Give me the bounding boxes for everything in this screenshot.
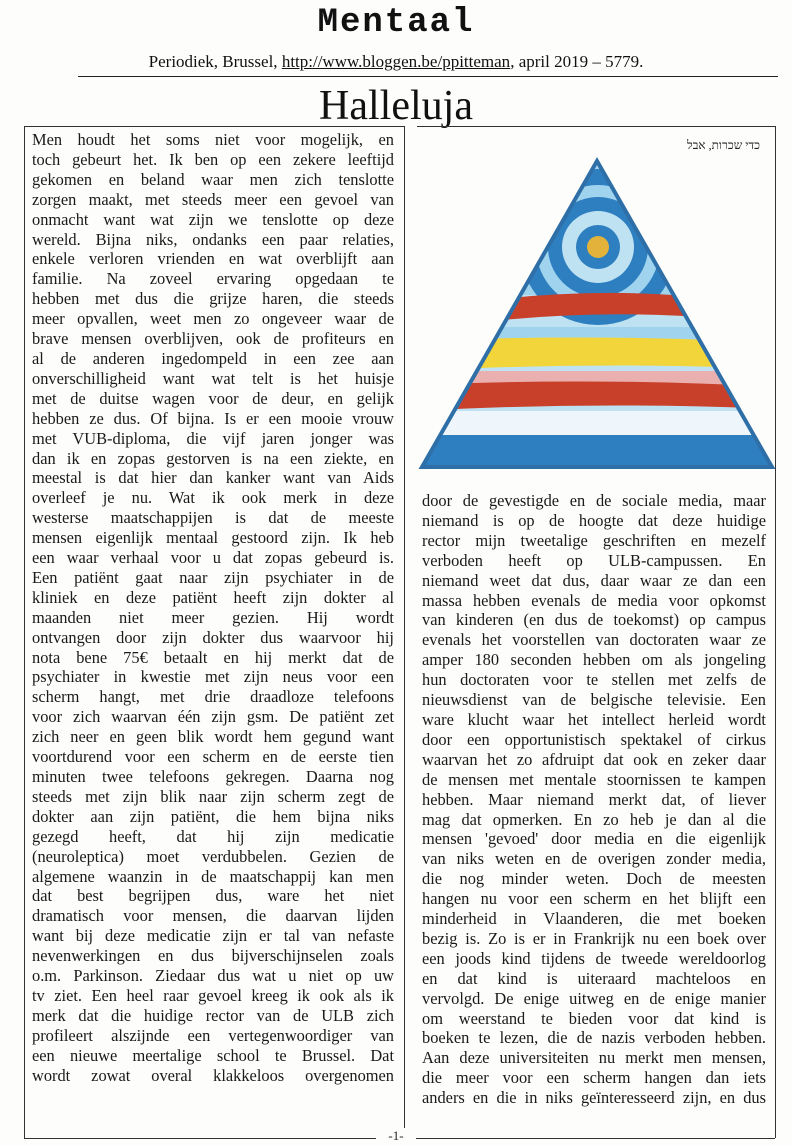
text-line: niemand is op de hoogte dat deze huidige [422,510,766,530]
text-line: hebben met dus die grijze haren, die steeds [32,289,394,309]
text-line: van kinderen (en dus de toekomst) op campus [422,610,766,630]
text-line: gekomen en beland waar men zich tenslotte [32,169,394,189]
text-line: familie. Na zoveel ervaring opgedaan te [32,269,394,289]
text-line: niemand weet dat dus, daar waar ze dan een [422,570,766,590]
text-line: steeds met zijn blik naar zijn scherm zegt de [32,786,394,806]
text-line: dramatisch voor mensen, die daarvan lijden [32,906,394,926]
text-line: boeken te lezen, die de nazis verboden hebben. [422,1028,766,1048]
text-line: ontvangen door zijn dokter dus waarvoor hij [32,627,394,647]
column-divider [404,126,405,1138]
text-line: onverschilligheid want wat telt is het huisje [32,368,394,388]
text-line: een joods kind tijdens de tweede wereldoorlog [422,948,766,968]
text-line: merk dat die huidige rector van de ULB zich [32,1005,394,1025]
painting-sun-center [587,236,609,258]
text-line: nieuwsdienst van de belgische televisie. Een [422,690,766,710]
text-line: die meer voor een scherm hangen dan iets [422,1068,766,1088]
text-line: minuten twee telefoons gekregen. Daarna nog [32,767,394,786]
text-line: onmacht want wat zijn we tenslotte op deze [32,209,394,229]
text-line: (neuroleptica) moet verdubbelen. Gezien de [32,846,394,866]
text-line: die nog minder weten. Doch de meesten [422,869,766,889]
page-number: -1- [376,1128,416,1144]
text-line: de mensen met mentale stoornissen te kampen [422,769,766,789]
text-line: Men houdt het soms niet voor mogelijk, en [32,130,394,149]
triangle-painting [416,155,778,473]
text-line: door een opportunistisch spektakel of cirkus [422,729,766,749]
subtitle-suffix: , april 2019 – 5779. [510,52,644,71]
text-line: door de gevestigde en de sociale media, maar [422,491,766,510]
text-line: een nieuwe meertalige school te Brussel. Dat [32,1045,394,1065]
text-line: ware klucht waar het intellect herleid wordt [422,709,766,729]
text-line: algemene waanzin in de maatschappij kan men [32,866,394,886]
text-line: maanden niet meer gezien. Hij wordt [32,607,394,627]
text-line: psychiater in kwestie met zijn neus voor een [32,667,394,687]
text-line: zorgen maakt, met steeds meer een gevoel van [32,189,394,209]
masthead-subtitle [0,52,792,72]
text-line: toch gebeurt het. Ik ben op een zekere leeftijd [32,149,394,169]
text-line: voor zich waarvan één zijn gsm. De patiënt zet [32,707,394,727]
text-line: mensen 'gevoed' door media en die eigenlijk [422,829,766,849]
text-line: evenals het voorstellen van doctoraten waar ze [422,630,766,650]
text-line: westerse maatschappijen is dat de meeste [32,508,394,528]
text-line: want bij deze medicatie zijn er tal van nefaste [32,926,394,946]
text-line: profileert alszijnde een vertegenwoordiger van [32,1025,394,1045]
text-line: scherm hangt, met drie draadloze telefoons [32,687,394,707]
left-column-text [32,130,394,1086]
text-line: zich neer en geen blik wordt hem gegund want [32,727,394,747]
text-line: van niks weten en de overigen zonder media, [422,849,766,869]
text-line: rector mijn tweetalige geschriften en mezelf [422,530,766,550]
subtitle-prefix: Periodiek, Brussel, [148,52,282,71]
text-line: hebben. Maar niemand merkt dat, of liever [422,789,766,809]
left-border [24,126,25,1138]
text-line: met VUB-diploma, die vijf jaren jonger was [32,428,394,448]
article-headline: Halleluja [319,83,473,129]
newsletter-title: Mentaal [317,4,475,42]
text-line: met de duitse wagen voor de deur, en gelijk [32,388,394,408]
text-line: dan ik en zopas gestorven is na een ziekte, en [32,448,394,468]
text-line: Aan deze universiteiten nu merkt men mensen, [422,1048,766,1068]
text-line: bezig is. Zo is er in Frankrijk nu een boek over [422,928,766,948]
text-line: dokter aan zijn patiënt, die hem bijna niks [32,806,394,826]
text-line: dat best begrijpen dus, ware het niet [32,886,394,906]
left-column-top-border [24,126,404,127]
text-line: overleef je nu. Wat ik ook merk in deze [32,488,394,508]
text-line: waarvan het zo afdruipt dat ook en zeker daar [422,749,766,769]
text-line: nota bene 75€ betaalt en hij merkt dat de [32,647,394,667]
text-line: verboden heeft op ULB-campussen. En [422,550,766,570]
text-line: nevenwerkingen en dus bijverschijnselen zoals [32,946,394,966]
text-line: hun doctoraten voor te stellen met zelfs de [422,670,766,690]
text-line: mag dat opmerken. En zo heb je dan al die [422,809,766,829]
text-line: wereld. Bijna niks, ondanks een paar relaties, [32,229,394,249]
text-line: enkele verloren vrienden en wat overblijft aan [32,249,394,269]
text-line: Een patiënt gaat naar zijn psychiater in de [32,567,394,587]
text-line: en dat kind is uiteraard machteloos en [422,968,766,988]
right-column-text [422,491,766,1108]
text-line: massa hebben evenals de media voor opkomst [422,590,766,610]
text-line: gezegd heeft, dat hij zijn medicatie [32,826,394,846]
text-line: meestal is dat hier dan kanker want van Aids [32,468,394,488]
text-line: kliniek en deze patiënt heeft zijn dokter al [32,587,394,607]
artwork-caption: כדי שכרות, אבל [686,138,760,152]
text-line: hebben ze dus. Of bijna. Is er een mooie vrouw [32,408,394,428]
text-line: hangen nu voor een scherm en het blijft een [422,889,766,909]
text-line: tv ziet. Een heel raar gevoel kreeg ik ook als ik [32,985,394,1005]
text-line: om weerstand te bieden voor dat kind is [422,1008,766,1028]
text-line: vervolgd. De enige uitweg en de enige manier [422,988,766,1008]
painting-white-band [416,411,778,435]
text-line: amper 180 seconden hebben om als jongeling [422,650,766,670]
text-line: mensen eigenlijk mentaal gestoord zijn. Ik heb [32,528,394,548]
text-line: brave mensen overblijven, ook de profiteurs en [32,329,394,349]
text-line: een waar verhaal voor u dat zopas gebeurd is. [32,548,394,568]
masthead-divider [78,76,778,77]
text-line: al de anderen ingedompeld in een zee aan [32,348,394,368]
blog-link[interactable]: http://www.bloggen.be/ppitteman [281,52,511,71]
right-column-top-border [417,126,775,127]
text-line: o.m. Parkinson. Ziedaar dus wat u niet op uw [32,966,394,986]
text-line: voortdurend voor een scherm en de eerste tien [32,747,394,767]
text-line: minderheid in Vlaanderen, die met boeken [422,909,766,929]
text-line: wordt zowat overal klakkeloos overgenomen [32,1065,394,1085]
text-line: meer opvallen, weet men zo ongeveer waar de [32,309,394,329]
text-line: anders en die in niks geïnteresseerd zijn, en dus [422,1088,766,1108]
